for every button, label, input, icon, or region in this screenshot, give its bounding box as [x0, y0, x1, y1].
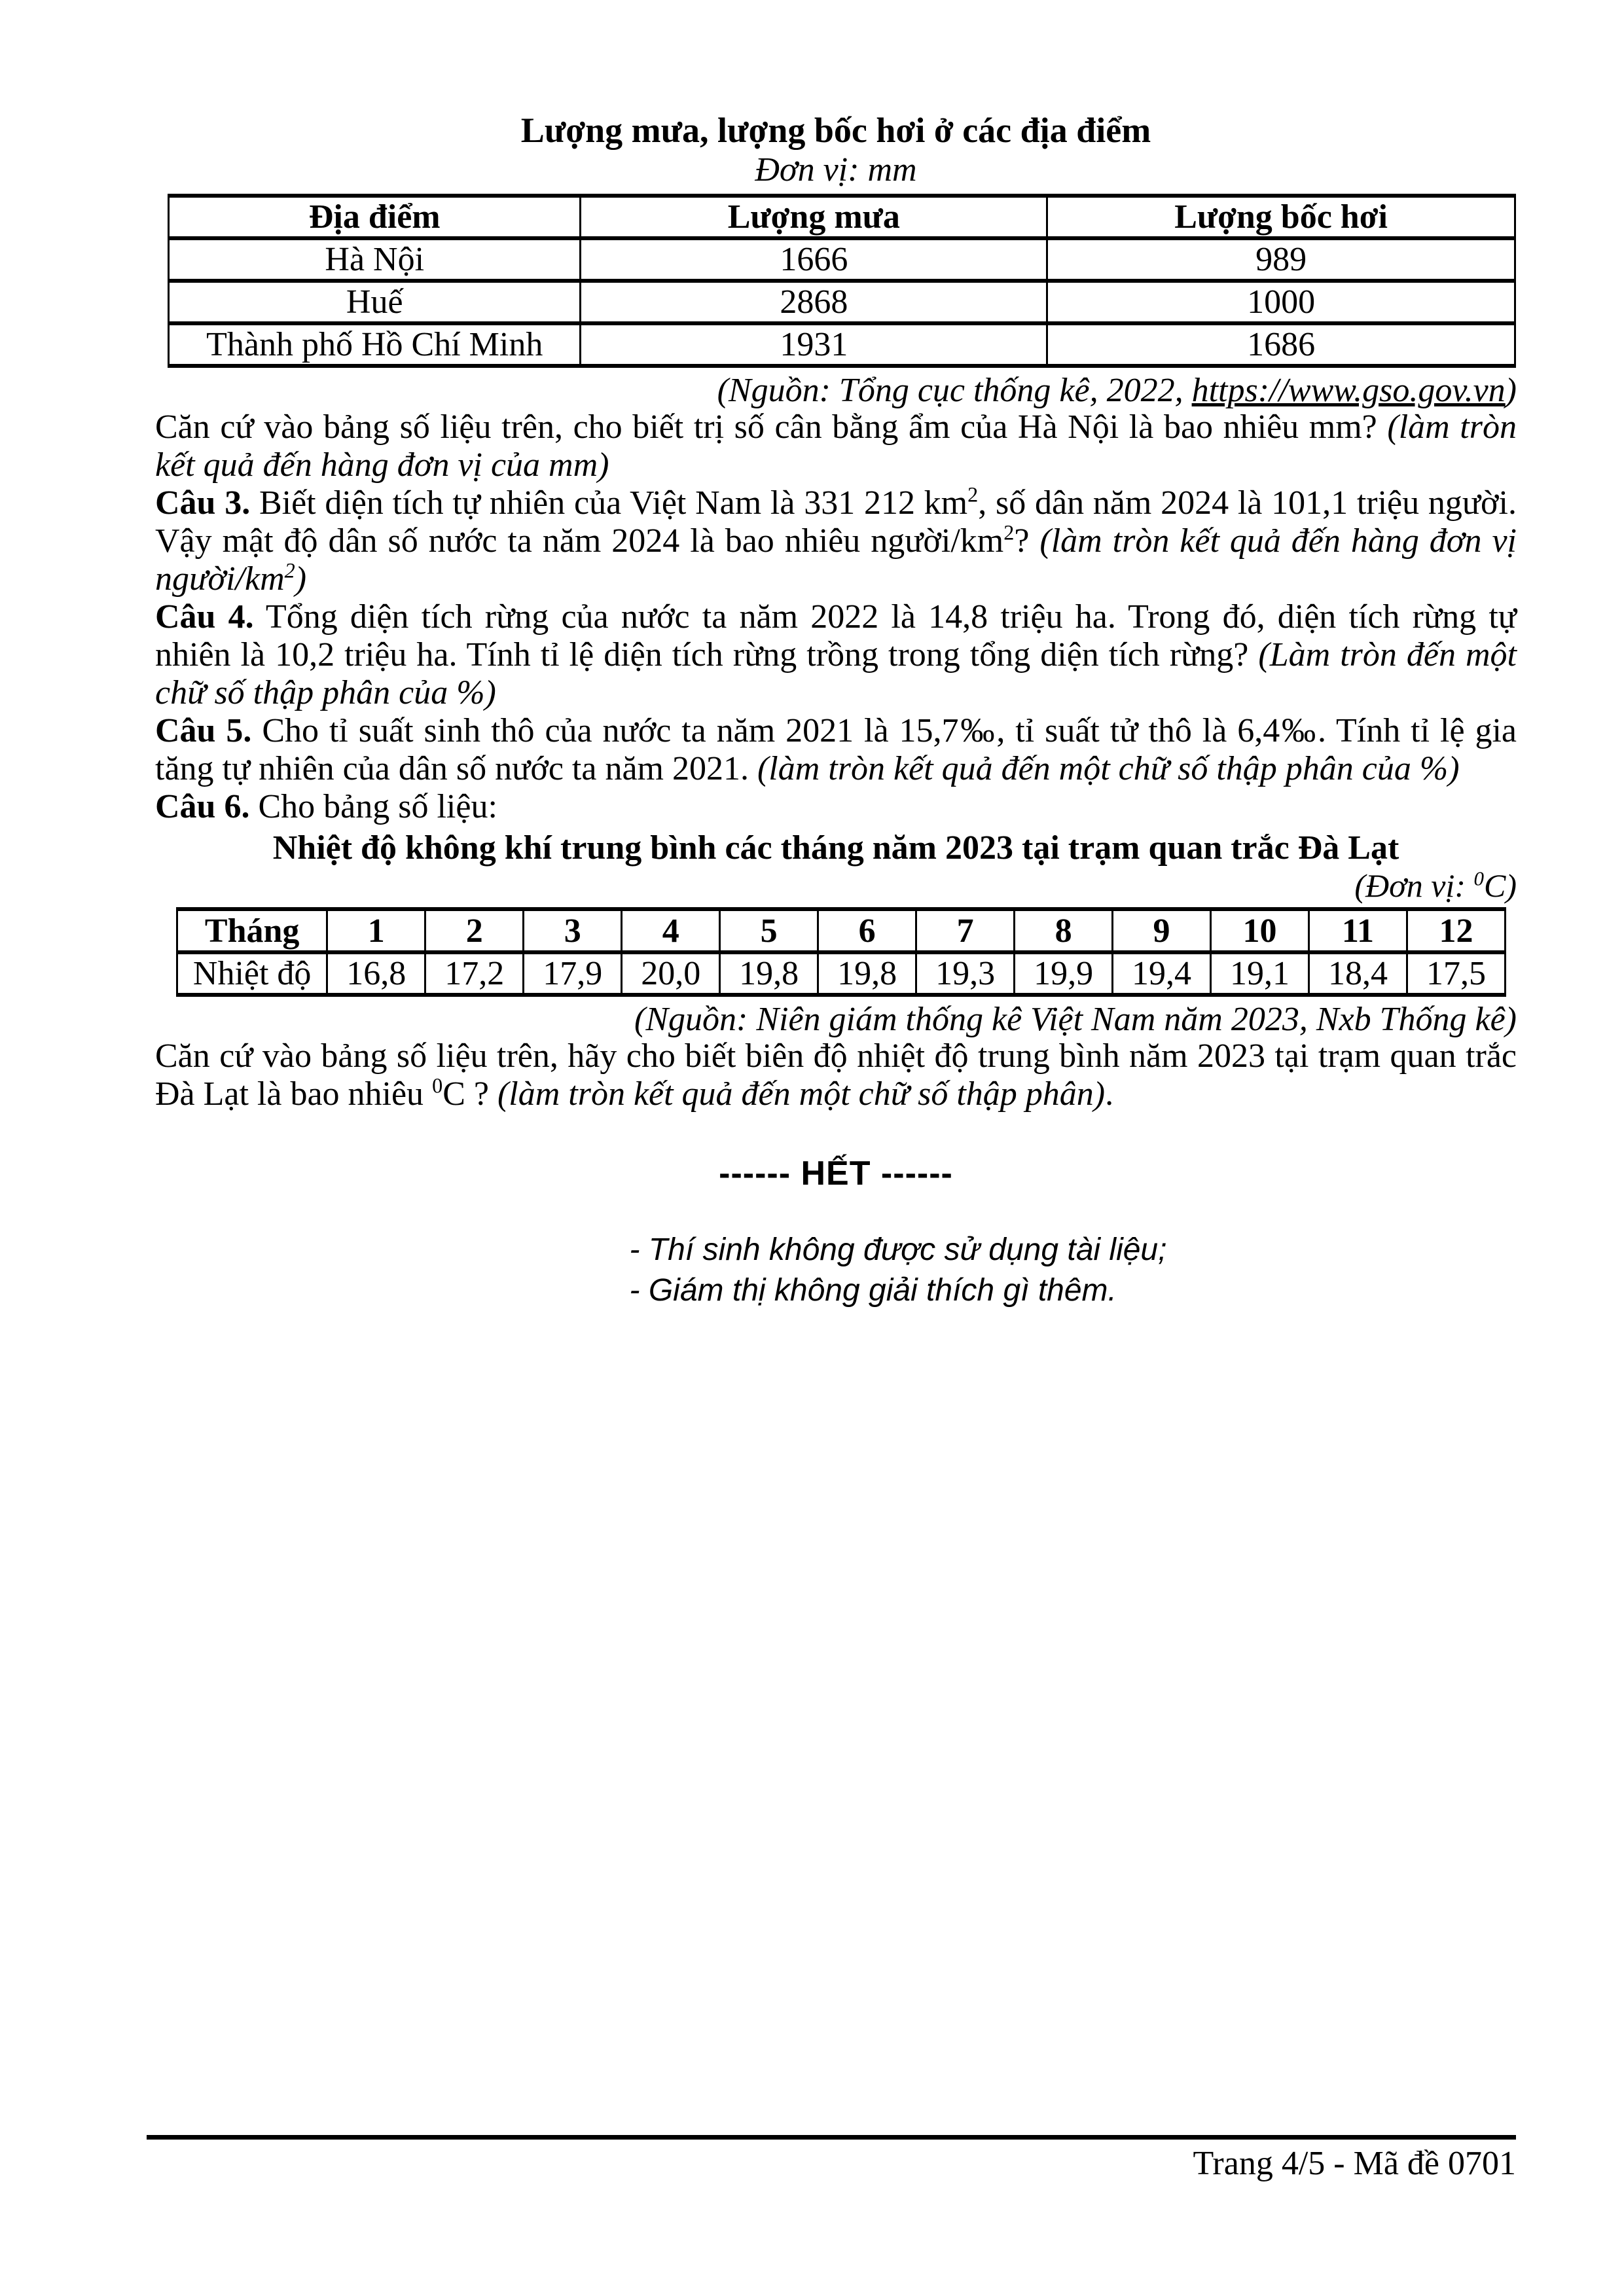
text-run: Căn cứ vào bảng số liệu trên, hãy cho biết biên độ nhiệt độ trung bình năm 2023 tại trạm quan trắc Đà Lạt là bao nhiêu: [155, 1037, 1517, 1113]
table2-value-cell: 16,8: [327, 952, 425, 995]
note-line: - Thí sinh không được sử dụng tài liệu;: [629, 1232, 1167, 1267]
table2-header-cell: 3: [524, 909, 622, 952]
table1-unit-note: Đơn vị: mm: [755, 151, 917, 188]
source-link[interactable]: https://www.gso.gov.vn: [1191, 372, 1506, 409]
table1-cell: 2868: [581, 281, 1047, 323]
table2-header-cell: 12: [1407, 909, 1505, 952]
table1-header-cell: Lượng bốc hơi: [1047, 196, 1515, 238]
text-run: C ?: [442, 1075, 497, 1113]
table-row: [169, 238, 1515, 281]
text-run: Cho tỉ suất sinh thô của nước ta năm 2021 là 15,7‰, tỉ suất tử thô là 6,4‰. Tính tỉ lệ gia tăng tự nhiên của dân số nước ta năm 2021.: [155, 712, 1517, 787]
table2-value-cell: 17,9: [524, 952, 622, 995]
table1-cell: 1931: [581, 323, 1047, 366]
table1-cell: 1666: [581, 238, 1047, 281]
table2-header-cell: 1: [327, 909, 425, 952]
table2-header-cell: 5: [720, 909, 818, 952]
page-number-label: Trang 4/5 - Mã đề 0701: [1193, 2145, 1516, 2182]
table2-value-cell: 19,3: [916, 952, 1015, 995]
rainfall-evaporation-table: [168, 194, 1516, 368]
table2-value-cell: 19,9: [1015, 952, 1113, 995]
table2-title: Nhiệt độ không khí trung bình các tháng năm 2023 tại trạm quan trắc Đà Lạt: [272, 829, 1399, 867]
table-row: [177, 952, 1506, 995]
text-run: 2: [1003, 520, 1015, 545]
source-text: (Nguồn: Tổng cục thống kê, 2022,: [717, 372, 1192, 409]
table2-unit-note: [155, 868, 1517, 903]
text-run: Câu 5.: [155, 712, 252, 749]
table2-source: (Nguồn: Niên giám thống kê Việt Nam năm 2023, Nxb Thống kê): [634, 1001, 1517, 1038]
table1-cell: 989: [1047, 238, 1515, 281]
table1-header-cell: Lượng mưa: [581, 196, 1047, 238]
table2-value-cell: 17,5: [1407, 952, 1505, 995]
table2-header-cell: 7: [916, 909, 1015, 952]
text-run: (làm tròn kết quả đến một chữ số thập phân của %): [757, 750, 1460, 787]
text-run: Tổng diện tích rừng của nước ta năm 2022 là 14,8 triệu ha. Trong đó, diện tích rừng tự nhiên là 10,2 triệu ha. Tính tỉ lệ diện tích rừng trồng trong tổng diện tích rừng?: [155, 598, 1517, 673]
table2-value-cell: 19,4: [1113, 952, 1211, 995]
table1-header-cell: Địa điểm: [169, 196, 581, 238]
text-run: 2: [967, 482, 979, 507]
exam-notes: [630, 1230, 1167, 1311]
table1-cell: Thành phố Hồ Chí Minh: [169, 323, 581, 366]
question-5: [155, 712, 1517, 788]
table2-header-cell: 11: [1309, 909, 1407, 952]
table2-header-cell: 4: [622, 909, 720, 952]
text-run: ): [295, 560, 307, 598]
table-row: [169, 281, 1515, 323]
table2-header-cell: 9: [1113, 909, 1211, 952]
table2-value-cell: 19,8: [818, 952, 916, 995]
table2-header-cell: 6: [818, 909, 916, 952]
text-run: , số dân năm 2024 là 101,1 triệu người. Vậy mật độ dân số nước ta năm 2024 là bao nhiêu người/km: [155, 484, 1517, 560]
text-run: ?: [1014, 522, 1040, 560]
question-3: [155, 484, 1517, 598]
text-run: Câu 4.: [155, 598, 254, 636]
text-run: Biết diện tích tự nhiên của Việt Nam là 331 212 km: [250, 484, 968, 522]
text-run: .: [1105, 1075, 1114, 1113]
table-row: [169, 323, 1515, 366]
table1-cell: Huế: [169, 281, 581, 323]
text-run: Câu 6.: [155, 788, 250, 825]
table1-cell: 1686: [1047, 323, 1515, 366]
text-run: (Làm tròn đến một chữ số thập phân của %): [155, 636, 1517, 711]
text-run: Căn cứ vào bảng số liệu trên, cho biết trị số cân bằng ẩm của Hà Nội là bao nhiêu mm?: [155, 408, 1388, 446]
table2-value-cell: 17,2: [425, 952, 524, 995]
table2-row-label: Nhiệt độ: [177, 952, 327, 995]
text-run: 0: [1473, 867, 1484, 890]
table2-header-cell: 2: [425, 909, 524, 952]
table1-title: Lượng mưa, lượng bốc hơi ở các địa điểm: [520, 111, 1151, 150]
table2-value-cell: 19,8: [720, 952, 818, 995]
table2-value-cell: 18,4: [1309, 952, 1407, 995]
text-run: C): [1484, 867, 1517, 904]
text-run: 2: [284, 558, 295, 583]
question-6-intro: [155, 788, 1517, 826]
table-header-row: [177, 909, 1506, 952]
page-footer: [147, 2135, 1516, 2181]
table1-source: [155, 373, 1517, 408]
table2-value-cell: 19,1: [1211, 952, 1309, 995]
table2-value-cell: 20,0: [622, 952, 720, 995]
table1-cell: 1000: [1047, 281, 1515, 323]
text-run: (làm tròn kết quả đến hàng đơn vị của mm): [155, 408, 1517, 484]
text-run: 0: [432, 1073, 443, 1098]
exam-notes-block: [155, 1230, 1517, 1311]
question-4: [155, 598, 1517, 712]
table-header-row: [169, 196, 1515, 238]
page-content: [155, 110, 1517, 1311]
text-run: (làm tròn kết quả đến hàng đơn vị người/km: [155, 522, 1517, 598]
source-text: ): [1505, 372, 1517, 409]
temperature-table: [176, 907, 1506, 997]
text-run: Cho bảng số liệu:: [249, 788, 497, 825]
table2-header-cell: Tháng: [177, 909, 327, 952]
question-2-statement: [155, 408, 1517, 484]
table1-cell: Hà Nội: [169, 238, 581, 281]
text-run: (làm tròn kết quả đến một chữ số thập phân): [497, 1075, 1106, 1113]
text-run: (Đơn vị:: [1354, 867, 1474, 904]
end-marker: ------ HẾT ------: [719, 1155, 953, 1193]
table2-header-cell: 8: [1015, 909, 1113, 952]
table2-header-cell: 10: [1211, 909, 1309, 952]
text-run: Câu 3.: [155, 484, 251, 522]
question-6-statement: [155, 1037, 1517, 1113]
note-line: - Giám thị không giải thích gì thêm.: [629, 1273, 1117, 1308]
